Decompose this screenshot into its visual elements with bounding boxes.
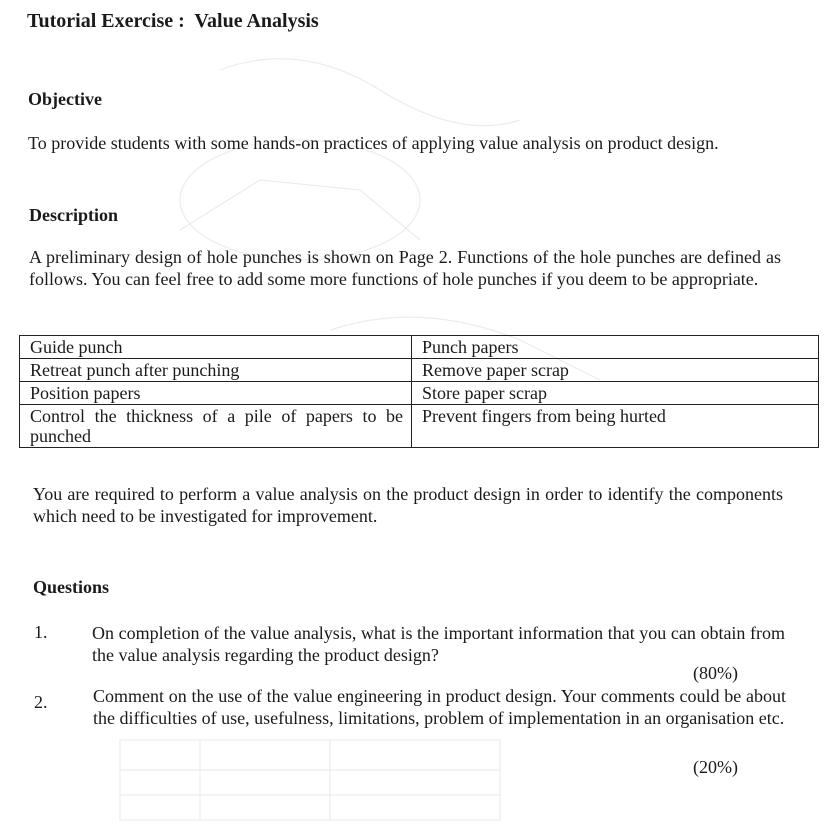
questions-heading: Questions: [33, 577, 110, 597]
question-marks: (20%): [693, 757, 738, 777]
document-title: Tutorial Exercise : Value Analysis: [27, 10, 319, 32]
question-number: 2.: [34, 692, 48, 712]
table-cell: Retreat punch after punching: [20, 359, 412, 382]
table-cell: Punch papers: [412, 336, 819, 359]
question-text: On completion of the value analysis, what is the important information that you can obtain from the value analysis regarding the product design?: [92, 623, 785, 665]
objective-heading: Objective: [28, 89, 102, 109]
question-text: Comment on the use of the value engineering in product design. Your comments could be about the difficulties of use, usefulness, limitations, problem of implementation in an organisation etc.: [93, 686, 786, 728]
table-cell: Prevent fingers from being hurted: [412, 405, 819, 448]
table-cell: Position papers: [20, 382, 412, 405]
table-row: [20, 382, 819, 405]
question-marks: (80%): [693, 663, 738, 683]
table-row: [20, 359, 819, 382]
table-cell: Guide punch: [20, 336, 412, 359]
objective-text: To provide students with some hands-on practices of applying value analysis on product design.: [28, 133, 719, 153]
description-heading: Description: [29, 205, 118, 225]
table-cell: Remove paper scrap: [412, 359, 819, 382]
functions-table: [19, 335, 819, 448]
table-cell: Store paper scrap: [412, 382, 819, 405]
description-text: A preliminary design of hole punches is shown on Page 2. Functions of the hole punches are defined as follows. You can feel free to add some more functions of hole punches if you deem to be appropriate.: [29, 247, 781, 289]
requirement-text: You are required to perform a value analysis on the product design in order to identify the components which need to be investigated for improvement.: [33, 484, 783, 526]
table-row: [20, 336, 819, 359]
table-cell: Control the thickness of a pile of papers to be punched: [20, 405, 412, 448]
table-row: [20, 405, 819, 448]
question-number: 1.: [34, 622, 48, 642]
